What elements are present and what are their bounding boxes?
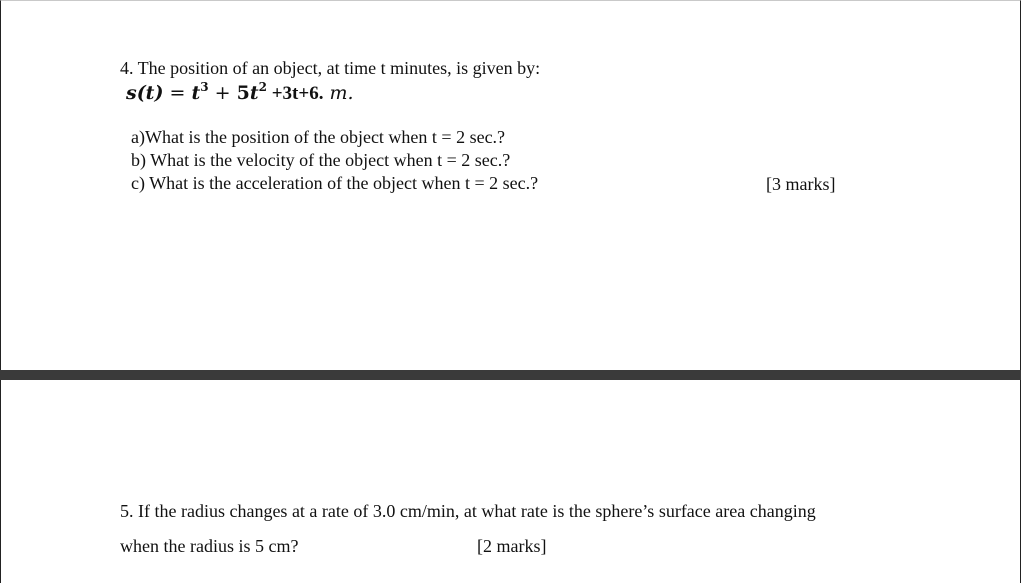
formula-unit: m. — [323, 82, 354, 104]
question-5-marks: [2 marks] — [477, 536, 547, 556]
page-separator — [0, 370, 1021, 380]
question-5-text-line-1: 5. If the radius changes at a rate of 3.0 cm/min, at what rate is the sphere’s surface area changing — [120, 501, 816, 521]
formula-equals: = — [163, 82, 192, 104]
question-4-part-b: b) What is the velocity of the object when t = 2 sec.? — [131, 150, 511, 170]
formula-t-squared-base: t — [249, 82, 259, 104]
question-4-part-c: c) What is the acceleration of the object when t = 2 sec.? — [131, 173, 539, 193]
formula-t-cubed-exp: 3 — [200, 80, 209, 94]
formula-lhs: s(t) — [126, 82, 164, 104]
formula-rest: +3t+6. — [266, 83, 324, 104]
question-4-part-a: a)What is the position of the object when t = 2 sec.? — [131, 127, 506, 147]
question-4-title: 4. The position of an object, at time t minutes, is given by: — [120, 58, 541, 78]
formula-t-squared-exp: 2 — [258, 80, 267, 94]
question-4-marks: [3 marks] — [766, 174, 836, 194]
formula-plus: + — [208, 82, 237, 104]
question-5-text-line-2: when the radius is 5 cm? — [120, 536, 299, 556]
position-formula — [126, 82, 354, 105]
formula-t-cubed-base: t — [191, 82, 201, 104]
formula-coefficient: 5 — [236, 82, 250, 104]
